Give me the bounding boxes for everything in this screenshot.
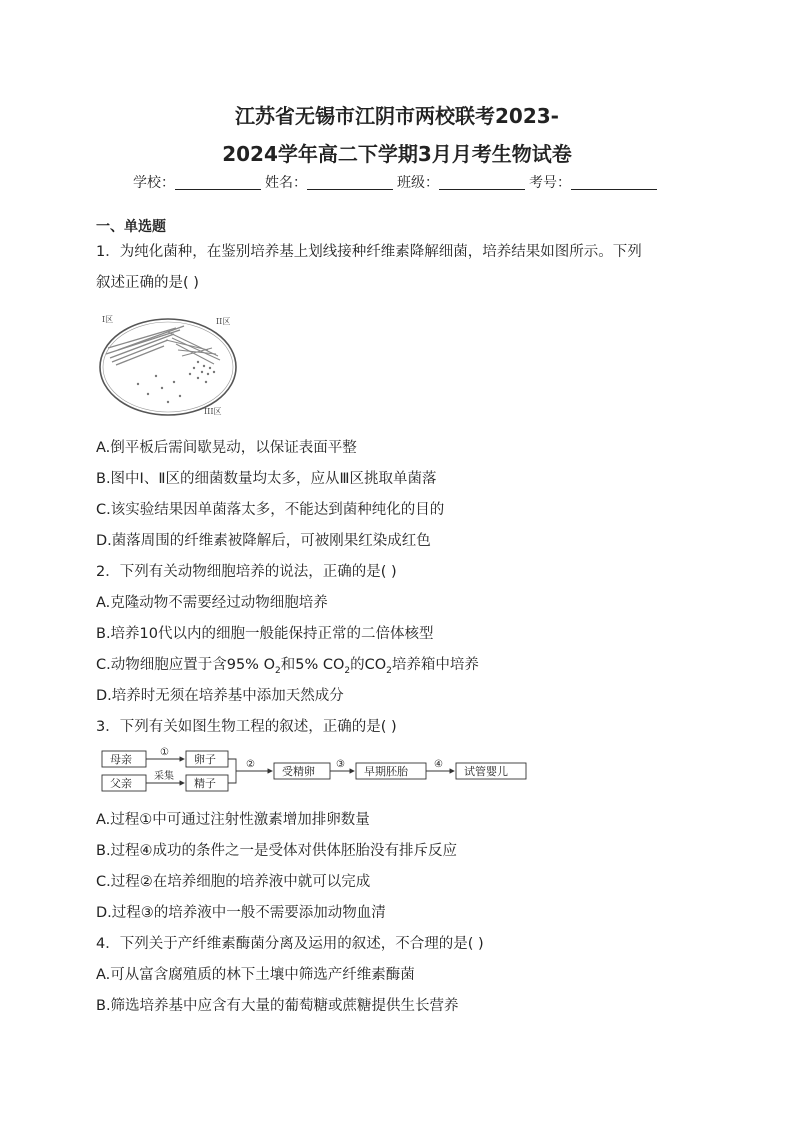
q1-option-c: C.该实验结果因单菌落太多，不能达到菌种纯化的目的: [96, 502, 445, 518]
class-blank[interactable]: [439, 175, 525, 190]
collect-label: 采集: [154, 771, 174, 782]
school-label: 学校：: [133, 175, 175, 191]
q2-option-b: B.培养10代以内的细胞一般能保持正常的二倍体核型: [96, 626, 434, 642]
name-blank[interactable]: [307, 175, 393, 190]
q1-option-b: B.图中Ⅰ、Ⅱ区的细菌数量均太多，应从Ⅲ区挑取单菌落: [96, 471, 437, 487]
zone-iii-label: III区: [204, 407, 222, 416]
petri-dish-rim: [103, 322, 233, 412]
zone-ii-label: II区: [216, 317, 231, 326]
name-label: 姓名：: [265, 175, 307, 191]
egg-label: 卵子: [194, 753, 216, 766]
baby-label: 试管婴儿: [464, 765, 508, 778]
q3-option-d: D.过程③的培养液中一般不需要添加动物血清: [96, 905, 386, 921]
exam-number-label: 考号：: [529, 175, 571, 191]
streak-zone-i: [106, 326, 184, 365]
q3-stem: 3．下列有关如图生物工程的叙述，正确的是( ): [96, 719, 397, 735]
mother-label: 母亲: [110, 753, 132, 766]
q2-option-c: C.动物细胞应置于含95% $O_2$和5% $CO_2$的$CO_2$培养箱中培养: [96, 657, 479, 676]
petri-dish-figure: [98, 310, 238, 418]
q2-option-a: A.克隆动物不需要经过动物细胞培养: [96, 595, 328, 611]
zygote-label: 受精卵: [282, 765, 315, 778]
q4-stem: 4．下列关于产纤维素酶菌分离及运用的叙述，不合理的是( ): [96, 936, 484, 952]
q3-option-a: A.过程①中可通过注射性激素增加排卵数量: [96, 812, 370, 828]
student-info-row: [0, 172, 794, 192]
father-label: 父亲: [110, 777, 132, 790]
colony-dots: [137, 361, 215, 403]
class-label: 班级：: [397, 175, 439, 191]
q1-stem-line2: 叙述正确的是( ): [96, 275, 199, 291]
step3-label: ③: [336, 759, 345, 770]
exam-title-line2: 2024学年高二下学期3月月考生物试卷: [222, 142, 572, 166]
sperm-label: 精子: [194, 777, 216, 790]
streak-zone-ii: [166, 332, 220, 364]
q4-option-a: A.可从富含腐殖质的林下土壤中筛选产纤维素酶菌: [96, 967, 415, 983]
step1-label: ①: [160, 747, 169, 758]
q2-stem: 2．下列有关动物细胞培养的说法，正确的是( ): [96, 564, 397, 580]
embryo-label: 早期胚胎: [364, 765, 408, 778]
q1-option-d: D.菌落周围的纤维素被降解后，可被刚果红染成红色: [96, 533, 431, 549]
zone-i-label: I区: [102, 315, 114, 324]
school-blank[interactable]: [175, 175, 261, 190]
ivf-flow-diagram: [100, 745, 530, 793]
step4-label: ④: [434, 759, 443, 770]
q3-option-c: C.过程②在培养细胞的培养液中就可以完成: [96, 874, 371, 890]
q4-option-b: B.筛选培养基中应含有大量的葡萄糖或蔗糖提供生长营养: [96, 998, 459, 1014]
q3-option-b: B.过程④成功的条件之一是受体对供体胚胎没有排斥反应: [96, 843, 458, 859]
exam-title-line1: 江苏省无锡市江阴市两校联考2023-: [235, 104, 559, 128]
q2-option-d: D.培养时无须在培养基中添加天然成分: [96, 688, 344, 704]
q1-stem-line1: 1．为纯化菌种，在鉴别培养基上划线接种纤维素降解细菌，培养结果如图所示。下列: [96, 244, 642, 260]
section-heading: 一、单选题: [96, 219, 166, 235]
exam-number-blank[interactable]: [571, 175, 657, 190]
q1-option-a: A.倒平板后需间歇晃动，以保证表面平整: [96, 440, 357, 456]
step2-label: ②: [246, 759, 255, 770]
